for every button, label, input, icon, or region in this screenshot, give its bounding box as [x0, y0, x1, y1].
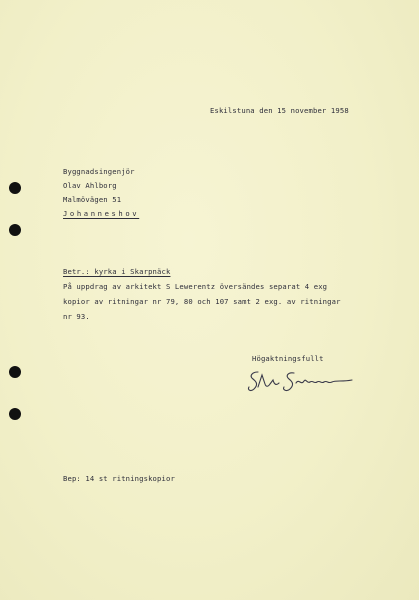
recipient-line: Byggnadsingenjör [63, 167, 135, 176]
enclosure-note: Bep: 14 st ritningskopior [63, 474, 175, 483]
body-line: kopior av ritningar nr 79, 80 och 107 samt 2 exg. av ritningar [63, 297, 341, 306]
place-date: Eskilstuna den 15 november 1958 [210, 106, 349, 115]
recipient-city: Johanneshov [63, 209, 140, 218]
punch-hole [9, 182, 21, 194]
punch-hole [9, 224, 21, 236]
subject-line: Betr.: kyrka i Skarpnäck [63, 267, 171, 276]
punch-hole [9, 408, 21, 420]
closing-text: Högaktningsfullt [252, 354, 324, 363]
recipient-line: Malmövägen 51 [63, 195, 122, 204]
body-line: På uppdrag av arkitekt S Lewerentz översändes separat 4 exg [63, 282, 328, 291]
recipient-line: Olav Ahlborg [63, 181, 117, 190]
body-line: nr 93. [63, 312, 90, 321]
handwritten-signature [244, 366, 358, 396]
punch-hole [9, 366, 21, 378]
